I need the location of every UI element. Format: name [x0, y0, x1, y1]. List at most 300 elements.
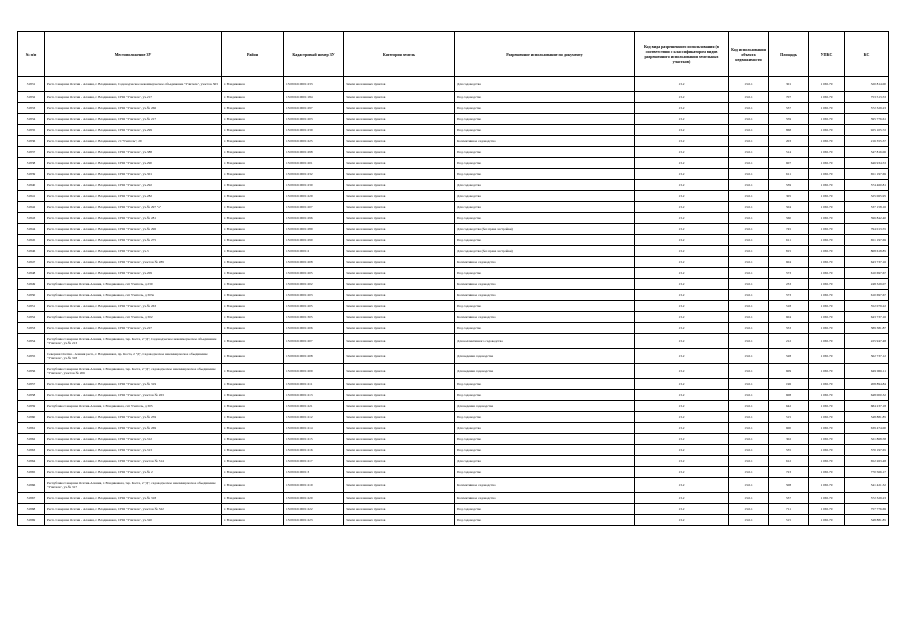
cell-land-category: Земли населенных пунктов	[344, 423, 455, 434]
cell-number: 31835	[18, 125, 45, 136]
cell-number: 31859	[18, 401, 45, 412]
cell-district: г. Владикавказ	[222, 103, 284, 114]
cell-cadastral-number: 15:09:0210001:305	[284, 312, 344, 323]
cell-upks: 1 065.79	[809, 213, 845, 224]
cell-location: Респ. Северная Осетия - Алания, г. Владикавказ, СНО "Учитель", уч.№ 263	[45, 301, 222, 312]
cell-upks: 1 065.79	[809, 136, 845, 147]
table-row	[18, 191, 889, 202]
cell-permitted-use: Для садоводства	[455, 77, 635, 92]
cell-area: 553	[769, 323, 809, 334]
cell-permitted-use: Для коллективного садоводства	[455, 334, 635, 349]
cell-location: Респ. Северная Осетия - Алания, г. Владикавказ, СНО "Учитель", участок № 289	[45, 257, 222, 268]
cell-cadastral-number: 15:09:0210001:211	[284, 379, 344, 390]
cell-district: г. Владикавказ	[222, 77, 284, 92]
cell-permitted-use: Под садоводство	[455, 323, 635, 334]
cell-permitted-use: Под садоводство	[455, 158, 635, 169]
cell-number: 31836	[18, 136, 45, 147]
cell-cadastral-number: 15:09:0210001:232	[284, 169, 344, 180]
cell-use-code: 13.2	[635, 493, 729, 504]
cell-district: г. Владикавказ	[222, 235, 284, 246]
table-row	[18, 312, 889, 323]
cell-object-use-code: 13.0.1	[729, 147, 769, 158]
cell-number: 31864	[18, 456, 45, 467]
cell-number: 31838	[18, 158, 45, 169]
cell-location: Респ. Северная Осетия - Алания, г. Владикавказ, СНО "Учитель", уч.№ 275	[45, 235, 222, 246]
cell-area: 611	[769, 235, 809, 246]
cell-area: 514	[769, 147, 809, 158]
table-row	[18, 456, 889, 467]
cell-ks: 552 079.22	[845, 301, 889, 312]
cell-area: 539	[769, 180, 809, 191]
cell-district: г. Владикавказ	[222, 493, 284, 504]
cell-use-code: 13.2	[635, 147, 729, 158]
cell-use-code: 13.2	[635, 202, 729, 213]
cell-area: 515	[769, 412, 809, 423]
cell-area: 600	[769, 423, 809, 434]
cell-cadastral-number: 15:09:0210001:297	[284, 103, 344, 114]
cell-number: 31863	[18, 445, 45, 456]
cell-number: 31858	[18, 390, 45, 401]
cell-cadastral-number: 15:09:0210001:207	[284, 202, 344, 213]
cell-upks: 1 065.79	[809, 257, 845, 268]
cell-land-category: Земли населенных пунктов	[344, 114, 455, 125]
cell-district: г. Владикавказ	[222, 478, 284, 493]
cell-number: 31865	[18, 467, 45, 478]
cell-district: г. Владикавказ	[222, 515, 284, 526]
cell-district: г. Владикавказ	[222, 246, 284, 257]
cell-number: 31846	[18, 246, 45, 257]
cell-permitted-use: Под садоводство	[455, 390, 635, 401]
header-number: № п/п	[18, 32, 45, 77]
cell-object-use-code: 13.0.1	[729, 158, 769, 169]
cell-land-category: Земли населенных пунктов	[344, 290, 455, 301]
cell-object-use-code: 13.0.1	[729, 349, 769, 364]
cell-land-category: Земли населенных пунктов	[344, 77, 455, 92]
cell-ks: 572 329.23	[845, 103, 889, 114]
table-row	[18, 467, 889, 478]
cell-cadastral-number: 15:09:0210001:3	[284, 467, 344, 478]
cell-upks: 1 065.79	[809, 434, 845, 445]
cell-use-code: 13.2	[635, 279, 729, 290]
cell-district: г. Владикавказ	[222, 147, 284, 158]
cell-location: Респ. Северная Осетия - Алания, г. Владикавказ, СНО "Учитель", участок № 322	[45, 504, 222, 515]
cell-object-use-code: 13.0.1	[729, 136, 769, 147]
cell-cadastral-number: 15:09:0210001:207	[284, 334, 344, 349]
document-page	[17, 31, 888, 526]
cell-upks: 1 065.79	[809, 401, 845, 412]
cell-land-category: Земли населенных пунктов	[344, 334, 455, 349]
cell-upks: 1 065.79	[809, 77, 845, 92]
cell-area: 508	[769, 478, 809, 493]
cell-ks: 572 329.23	[845, 493, 889, 504]
cell-number: 31843	[18, 213, 45, 224]
cell-cadastral-number: 15:09:0210001:230	[284, 180, 344, 191]
cell-ks: 562 737.12	[845, 349, 889, 364]
cell-object-use-code: 13.0.1	[729, 268, 769, 279]
cell-number: 31868	[18, 504, 45, 515]
cell-use-code: 13.2	[635, 301, 729, 312]
cell-location: Респ. Северная Осетия - Алания, г. Владикавказ, СНО "Учитель", уч.227	[45, 323, 222, 334]
table-row	[18, 147, 889, 158]
cell-number: 31857	[18, 379, 45, 390]
land-plots-table	[17, 31, 889, 526]
table-row	[18, 202, 889, 213]
cell-cadastral-number: 15:09:0210001:208	[284, 257, 344, 268]
cell-object-use-code: 13.0.1	[729, 364, 769, 379]
cell-ks: 547 816.06	[845, 147, 889, 158]
cell-permitted-use: Под садоводство	[455, 213, 635, 224]
cell-use-code: 13.2	[635, 77, 729, 92]
cell-ks: 753 513.53	[845, 92, 889, 103]
cell-object-use-code: 13.0.1	[729, 224, 769, 235]
cell-number: 31839	[18, 169, 45, 180]
table-row	[18, 268, 889, 279]
table-row	[18, 423, 889, 434]
cell-area: 233	[769, 279, 809, 290]
table-row	[18, 334, 889, 349]
cell-cadastral-number: 15:09:0210001:296	[284, 213, 344, 224]
cell-land-category: Земли населенных пунктов	[344, 445, 455, 456]
table-row	[18, 390, 889, 401]
cell-land-category: Земли населенных пунктов	[344, 349, 455, 364]
cell-permitted-use: Для садоводства	[455, 191, 635, 202]
cell-ks: 794 013.55	[845, 224, 889, 235]
cell-permitted-use: Под садоводство	[455, 301, 635, 312]
table-row	[18, 77, 889, 92]
cell-permitted-use: Под садоводство	[455, 114, 635, 125]
table-row	[18, 169, 889, 180]
cell-land-category: Земли населенных пунктов	[344, 92, 455, 103]
cell-upks: 1 065.79	[809, 456, 845, 467]
cell-ks: 643 737.16	[845, 312, 889, 323]
header-land-category: Категория земель	[344, 32, 455, 77]
header-permitted-use: Разрешенное использование по документу	[455, 32, 635, 77]
cell-land-category: Земли населенных пунктов	[344, 434, 455, 445]
cell-permitted-use: Коллективное садоводство	[455, 290, 635, 301]
cell-cadastral-number: 15:09:0210001:220	[284, 493, 344, 504]
table-row	[18, 379, 889, 390]
cell-cadastral-number: 15:09:0210001:208	[284, 349, 344, 364]
cell-number: 31860	[18, 412, 45, 423]
cell-land-category: Земли населенных пунктов	[344, 213, 455, 224]
cell-location: Респ. Северная Осетия - Алания, г. Владикавказ, ст."Учитель", 29	[45, 136, 222, 147]
cell-cadastral-number: 15:09:0210001:201	[284, 158, 344, 169]
cell-number: 31851	[18, 301, 45, 312]
cell-number: 31855	[18, 349, 45, 364]
cell-upks: 1 065.79	[809, 390, 845, 401]
cell-location: Республика Северная Осетия-Алания, г. Владикавказ, снт Учитель, д 302	[45, 312, 222, 323]
cell-district: г. Владикавказ	[222, 445, 284, 456]
cell-cadastral-number: 15:09:0210001:229	[284, 191, 344, 202]
cell-location: Республика Северная Осетия-Алания, г. Владикавказ, снт Учитель, д 305	[45, 401, 222, 412]
cell-object-use-code: 13.0.1	[729, 114, 769, 125]
table-row	[18, 136, 889, 147]
table-row	[18, 158, 889, 169]
cell-area: 305	[769, 191, 809, 202]
header-object-use-code: Код использования объекта недвижимости	[729, 32, 769, 77]
cell-permitted-use: Для садоводства	[455, 423, 635, 434]
cell-object-use-code: 13.0.1	[729, 191, 769, 202]
cell-district: г. Владикавказ	[222, 504, 284, 515]
cell-ks: 757 776.69	[845, 504, 889, 515]
cell-permitted-use: Под садоводство	[455, 445, 635, 456]
header-cadastral-number: Кадастровый номер ЗУ	[284, 32, 344, 77]
cell-ks: 595 776.61	[845, 114, 889, 125]
cell-upks: 1 065.79	[809, 158, 845, 169]
cell-use-code: 13.2	[635, 312, 729, 323]
cell-permitted-use: Для ведения садоводства	[455, 349, 635, 364]
cell-use-code: 13.2	[635, 92, 729, 103]
cell-area: 611	[769, 169, 809, 180]
table-row	[18, 257, 889, 268]
cell-upks: 1 065.79	[809, 191, 845, 202]
cell-use-code: 13.2	[635, 191, 729, 202]
cell-object-use-code: 13.0.1	[729, 412, 769, 423]
header-upks: УПКС	[809, 32, 845, 77]
cell-object-use-code: 13.0.1	[729, 478, 769, 493]
cell-use-code: 13.2	[635, 290, 729, 301]
cell-upks: 1 065.79	[809, 279, 845, 290]
cell-location: Республика Северная Осетия-Алания, г. Владикавказ, снт Учитель, д 303а	[45, 290, 222, 301]
cell-location: Респ. Северная Осетия - Алания, г. Владикавказ, СНО "Учитель", уч.3	[45, 246, 222, 257]
cell-cadastral-number: 15:09:0210001:222	[284, 504, 344, 515]
cell-location: Респ. Северная Осетия - Алания, г. Владикавказ, СНО "Учитель", уч.№ 269	[45, 423, 222, 434]
cell-number: 31837	[18, 147, 45, 158]
cell-use-code: 13.2	[635, 504, 729, 515]
cell-object-use-code: 13.0.1	[729, 279, 769, 290]
cell-area: 302	[769, 434, 809, 445]
cell-location: Респ. Северная Осетия - Алания, г. Владикавказ, СНО "Учитель", уч.313	[45, 445, 222, 456]
cell-cadastral-number: 15:09:0210001:298	[284, 147, 344, 158]
cell-cadastral-number: 15:09:0210001:216	[284, 445, 344, 456]
cell-cadastral-number: 15:09:0210001:206	[284, 323, 344, 334]
cell-cadastral-number: 15:09:0210001:202	[284, 279, 344, 290]
cell-permitted-use: Под садоводство	[455, 147, 635, 158]
cell-upks: 1 065.79	[809, 423, 845, 434]
cell-upks: 1 065.79	[809, 246, 845, 257]
table-row	[18, 493, 889, 504]
cell-permitted-use: Под садоводство	[455, 169, 635, 180]
cell-upks: 1 065.79	[809, 92, 845, 103]
cell-cadastral-number: 15:09:0210001:203	[284, 114, 344, 125]
cell-ks: 684 237.18	[845, 401, 889, 412]
cell-permitted-use: Под садоводство	[455, 103, 635, 114]
cell-location: Респ. Северная Осетия - Алания, г. Владикавказ, СНО "Учитель", уч.№ 259	[45, 412, 222, 423]
cell-cadastral-number: 15:09:0210001:239	[284, 125, 344, 136]
cell-upks: 1 065.79	[809, 147, 845, 158]
cell-object-use-code: 13.0.1	[729, 504, 769, 515]
cell-area: 607	[769, 158, 809, 169]
cell-cadastral-number: 15:09:0210001:212	[284, 412, 344, 423]
header-use-code: Код вида разрешенного использования (в соответствии с классификатором видов разрешенного использования земельных участков)	[635, 32, 729, 77]
cell-use-code: 13.2	[635, 180, 729, 191]
cell-land-category: Земли населенных пунктов	[344, 412, 455, 423]
cell-district: г. Владикавказ	[222, 467, 284, 478]
cell-area: 528	[769, 349, 809, 364]
cell-district: г. Владикавказ	[222, 349, 284, 364]
cell-use-code: 13.2	[635, 136, 729, 147]
cell-district: г. Владикавказ	[222, 125, 284, 136]
cell-district: г. Владикавказ	[222, 191, 284, 202]
cell-land-category: Земли населенных пунктов	[344, 169, 455, 180]
header-district: Район	[222, 32, 284, 77]
cell-cadastral-number: 15:09:0210001:290	[284, 235, 344, 246]
cell-ks: 548 881.85	[845, 515, 889, 526]
cell-location: Респ. Северная Осетия - Алания, г. Владикавказ, СНО "Учитель", уч.№ 319	[45, 379, 222, 390]
cell-location: Респ. Северная Осетия - Алания, г. Владикавказ, СНО "Учитель", уч.292	[45, 180, 222, 191]
cell-district: г. Владикавказ	[222, 180, 284, 191]
cell-area: 537	[769, 103, 809, 114]
cell-object-use-code: 13.0.1	[729, 323, 769, 334]
cell-upks: 1 065.79	[809, 114, 845, 125]
header-location: Местоположение ЗУ	[45, 32, 222, 77]
cell-ks: 321 868.58	[845, 434, 889, 445]
cell-land-category: Земли населенных пунктов	[344, 125, 455, 136]
cell-land-category: Земли населенных пунктов	[344, 401, 455, 412]
cell-location: Респ. Северная Осетия - Алания, г. Владикавказ, СНО "Учитель", уч.№ 2	[45, 467, 222, 478]
cell-use-code: 13.2	[635, 515, 729, 526]
cell-use-code: 13.2	[635, 364, 729, 379]
cell-land-category: Земли населенных пунктов	[344, 456, 455, 467]
cell-district: г. Владикавказ	[222, 379, 284, 390]
cell-number: 31853	[18, 323, 45, 334]
cell-number: 31869	[18, 515, 45, 526]
cell-number: 31866	[18, 478, 45, 493]
cell-ks: 651 197.69	[845, 235, 889, 246]
cell-area: 504	[769, 202, 809, 213]
cell-permitted-use: Коллективное садоводство	[455, 493, 635, 504]
cell-location: Республика Северная Осетия-Алания, г. Владикавказ, снт Учитель, д 230	[45, 279, 222, 290]
cell-ks: 248 329.07	[845, 279, 889, 290]
cell-use-code: 13.2	[635, 103, 729, 114]
cell-location: Северная Осетия - Алания респ., г. Владикавказ, пр. Коста, 2 "Д", Садоводческое некоммерческое объединение "Учитель", уч.№ 318	[45, 349, 222, 364]
cell-use-code: 13.2	[635, 334, 729, 349]
cell-district: г. Владикавказ	[222, 334, 284, 349]
cell-land-category: Земли населенных пунктов	[344, 515, 455, 526]
table-row	[18, 478, 889, 493]
cell-object-use-code: 13.0.1	[729, 213, 769, 224]
cell-district: г. Владикавказ	[222, 169, 284, 180]
cell-permitted-use: Под садоводство	[455, 412, 635, 423]
cell-object-use-code: 13.0.1	[729, 246, 769, 257]
cell-number: 31841	[18, 191, 45, 202]
cell-ks: 652 263.48	[845, 456, 889, 467]
cell-location: Республика Северная Осетия-Алания, г. Владикавказ, тер. Коста, 2 "Д", садоводческое некоммерческое объединение "Учитель", участок № 206	[45, 364, 222, 379]
cell-land-category: Земли населенных пунктов	[344, 364, 455, 379]
table-row	[18, 301, 889, 312]
cell-use-code: 13.2	[635, 268, 729, 279]
table-row	[18, 224, 889, 235]
cell-location: Респ. Северная Осетия - Алания, г. Владикавказ, СНО "Учитель", уч.№ 297 "а"	[45, 202, 222, 213]
cell-cadastral-number: 15:09:0210001:217	[284, 456, 344, 467]
table-row	[18, 235, 889, 246]
cell-upks: 1 065.79	[809, 224, 845, 235]
cell-location: Респ. Северная Осетия - Алания, г. Владикавказ, СНО "Учитель", уч.320	[45, 515, 222, 526]
cell-use-code: 13.2	[635, 445, 729, 456]
cell-number: 31861	[18, 423, 45, 434]
cell-ks: 320 814.00	[845, 77, 889, 92]
cell-ks: 610 697.67	[845, 290, 889, 301]
cell-object-use-code: 13.0.1	[729, 312, 769, 323]
cell-land-category: Земли населенных пунктов	[344, 301, 455, 312]
cell-upks: 1 065.79	[809, 301, 845, 312]
cell-ks: 868 618.85	[845, 246, 889, 257]
cell-area: 203	[769, 136, 809, 147]
cell-upks: 1 065.79	[809, 202, 845, 213]
cell-number: 31849	[18, 279, 45, 290]
cell-permitted-use: Под садоводство	[455, 467, 635, 478]
cell-upks: 1 065.79	[809, 379, 845, 390]
cell-location: Республика Северная Осетия-Алания, г. Владикавказ, тер. Коста, 2 "Д", Садоводческое некоммерческое объединение "Учитель", уч.№ 213	[45, 334, 222, 349]
cell-land-category: Земли населенных пунктов	[344, 323, 455, 334]
cell-object-use-code: 13.0.1	[729, 169, 769, 180]
table-row	[18, 103, 889, 114]
cell-number: 31847	[18, 257, 45, 268]
cell-ks: 574 460.81	[845, 180, 889, 191]
cell-ks: 649 066.11	[845, 364, 889, 379]
cell-area: 573	[769, 268, 809, 279]
cell-area: 868	[769, 125, 809, 136]
cell-land-category: Земли населенных пунктов	[344, 180, 455, 191]
cell-location: Респ. Северная Осетия - Алания, г. Владикавказ, СНО "Учитель", уч.290	[45, 158, 222, 169]
cell-land-category: Земли населенных пунктов	[344, 103, 455, 114]
cell-ks: 589 381.87	[845, 323, 889, 334]
cell-permitted-use: Под садоводство	[455, 504, 635, 515]
cell-area: 604	[769, 257, 809, 268]
cell-area: 609	[769, 364, 809, 379]
cell-land-category: Земли населенных пунктов	[344, 493, 455, 504]
cell-upks: 1 065.79	[809, 467, 845, 478]
cell-land-category: Земли населенных пунктов	[344, 504, 455, 515]
cell-use-code: 13.2	[635, 390, 729, 401]
cell-location: Респ. Северная Осетия - Алания, г. Владикавказ, Садоводческое некоммерческое объединение "Учитель", участок 363	[45, 77, 222, 92]
cell-land-category: Земли населенных пунктов	[344, 246, 455, 257]
cell-object-use-code: 13.0.1	[729, 456, 769, 467]
cell-object-use-code: 13.0.1	[729, 401, 769, 412]
cell-area: 212	[769, 334, 809, 349]
cell-permitted-use: Коллективное садоводство	[455, 257, 635, 268]
cell-land-category: Земли населенных пунктов	[344, 257, 455, 268]
cell-land-category: Земли населенных пунктов	[344, 312, 455, 323]
cell-area: 815	[769, 246, 809, 257]
table-row	[18, 213, 889, 224]
cell-land-category: Земли населенных пунктов	[344, 467, 455, 478]
cell-permitted-use: Коллективное садоводство	[455, 478, 635, 493]
cell-location: Респ. Северная Осетия - Алания, г. Владикавказ, СНО "Учитель", уч.312	[45, 434, 222, 445]
cell-use-code: 13.2	[635, 235, 729, 246]
table-row	[18, 246, 889, 257]
cell-object-use-code: 13.0.1	[729, 467, 769, 478]
cell-location: Респ. Северная Осетия - Алания, г. Владикавказ, СНО "Учитель", уч.217	[45, 92, 222, 103]
table-row	[18, 401, 889, 412]
cell-area: 711	[769, 504, 809, 515]
cell-land-category: Земли населенных пунктов	[344, 158, 455, 169]
cell-area: 537	[769, 493, 809, 504]
cell-permitted-use: Для садоводства (без права застройки)	[455, 224, 635, 235]
cell-upks: 1 065.79	[809, 235, 845, 246]
cell-district: г. Владикавказ	[222, 257, 284, 268]
cell-object-use-code: 13.0.1	[729, 445, 769, 456]
cell-area: 604	[769, 312, 809, 323]
cell-number: 31854	[18, 334, 45, 349]
cell-ks: 648 000.32	[845, 390, 889, 401]
cell-use-code: 13.2	[635, 246, 729, 257]
cell-upks: 1 065.79	[809, 445, 845, 456]
cell-upks: 1 065.79	[809, 169, 845, 180]
cell-permitted-use: Под садоводство	[455, 125, 635, 136]
cell-object-use-code: 13.0.1	[729, 379, 769, 390]
cell-upks: 1 065.79	[809, 493, 845, 504]
